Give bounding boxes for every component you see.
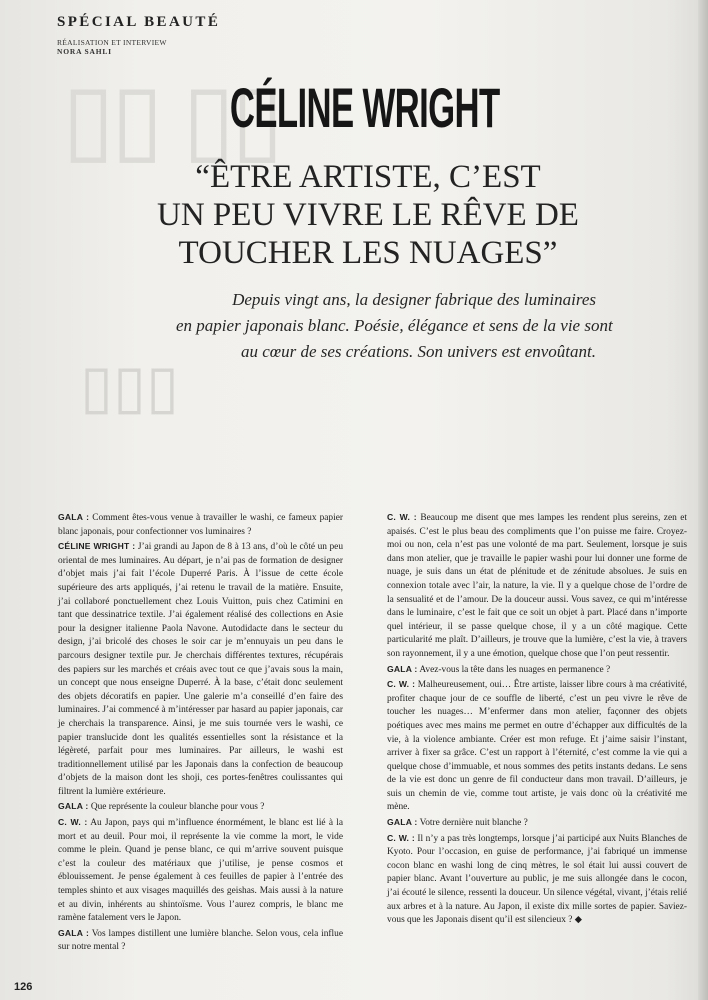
speaker-label: C. W. : xyxy=(387,679,416,690)
interviewee-name: CÉLINE WRIGHT xyxy=(229,76,500,139)
standfirst xyxy=(176,287,613,365)
credit-role: RÉALISATION ET INTERVIEW xyxy=(57,38,167,47)
standfirst-line: en papier japonais blanc. Poésie, élégance et sens de la vie sont xyxy=(176,316,613,335)
question xyxy=(387,663,687,678)
speaker-label: C. W. : xyxy=(387,832,415,843)
answer-text: Malheureusement, oui… Être artiste, laisser libre cours à ma créativité, profiter chaque jour de ce souffle de liberté, c’est un peu vivre le rêve de toucher les nuages… M’enfermer dans mon atelier, façonner des objets poétiques avec mes mains me permet en outre d’échapper aux difficultés de la vie, à la violence ambiante. Créer est mon refuge. Et j’aime saisir l’instant, arriver à fixer sa grâce. C’est un rapport à l’éternité, c’est comme la vie qui a quelque chose d’immuable, et nous sommes des petits instants dedans. Le sens de la vie est donc un genre de fil conducteur dans mon travail. D’ailleurs, je suis un chemin de vie, comme tout artiste, je vais donc où la créativité me mène. xyxy=(387,680,688,813)
answer xyxy=(387,511,687,662)
speaker-label: C. W. : xyxy=(58,817,88,828)
question xyxy=(58,927,343,955)
answer-text: J’ai grandi au Japon de 8 à 13 ans, d’où le côté un peu oriental de mes luminaires. Au départ, je n’ai pas de formation de designer d’objet mais j’ai fait l’école Duperré Paris. À l’issue de cette école supérieure des arts appliqués, j’ai retenu le travail de la matière. Ensuite, j’ai collaboré ponctuellement chez Louis Vuitton, puis chez Catimini en tant que dessinatrice textile. J’ai également réalisé des collections en Asie pour la designer italienne Paola Navone. Autodidacte dans le secteur du design, j’ai bricolé des choses le soir car je m’ennuyais un peu dans le parcours designer textile pur. Je cherchais différentes textures, récupérais des papiers sur les marchés et créais avec tout ce que j’avais sous la main, un concept que nous enseigne Duperré. À la base, c’était donc seulement des objets décoratifs en papier. Une galerie m’a conseillé d’en faire des luminaires. J’ai commencé à m’intéresser par hasard au papier japonais, car je cherchais la transparence. Ainsi, je me suis tournée vers le washi, ce papier translucide dont les qualités essentielles sont la résistance et la légèreté, parfait pour mes luminaires. Par ailleurs, le washi est traditionnellement utilisé par les Japonais dans la confection de beaucoup d’objets de la maison dont les shoji, ces portes-fenêtres coulissantes qui filtrent la lumière extérieure. xyxy=(58,542,344,797)
headline-line: TOUCHER LES NUAGES” xyxy=(178,235,558,271)
answer-text: Beaucoup me disent que mes lampes les rendent plus sereins, zen et apaisés. C’est le plus beau des compliments que l’on puisse me faire. Croyez-moi ou non, cela n’est pas une volonté de ma part. Seulement, lorsque je suis dans mon atelier, que je travaille le papier washi pour lui donner une forme de nuage, je suis dans un état de plénitude et de zénitude absolues. Je suis en connexion totale avec l’air, la nature, la vie. Il y a quelque chose de l’ordre de la sensualité et de l’amour. De la douceur aussi. Vous savez, ce qui m’intéresse dans le luminaire, c’est le fait que ce soit un objet à part. Placé dans n’importe quel intérieur, il se passe quelque chose, il y a un côté magique. Cette particularité me plaît. D’ailleurs, je trouve que la lumière, c’est la vie, à travers son rayonnement, il y a une émotion, quelque chose que l’on peut ressentir. xyxy=(387,513,688,659)
credit-name: NORA SAHLI xyxy=(57,47,112,56)
answer xyxy=(387,678,687,815)
interview-column-right xyxy=(387,511,687,929)
answer xyxy=(58,816,343,926)
page-number: 126 xyxy=(14,981,33,993)
question-text: Comment êtes-vous venue à travailler le washi, ce fameux papier blanc japonais, pour confectionner vos luminaires ? xyxy=(58,513,343,537)
headline-quote xyxy=(118,158,618,272)
speaker-label: CÉLINE WRIGHT : xyxy=(58,541,136,552)
credit-block xyxy=(57,38,167,56)
answer-text: Au Japon, pays qui m’influence énormément, le blanc est lié à la mort et au deuil. Pour moi, il représente la vie comme la mort, le vide comme le plein. Quand je pense blanc, ce qui m’arrive souvent puisque c’est la couleur des matériaux que j’utilise, je pense cosmos et éblouissement. Je pense également à ces feuilles de papier à l’entrée des temples shinto et aux visages maquillés des geishas. Mais aussi à la nature et au divin, inhérents au shintoïsme. Vous l’aurez compris, le blanc me ramène fatalement vers le Japon. xyxy=(58,818,344,924)
speaker-label: GALA : xyxy=(58,801,89,812)
question xyxy=(387,816,687,831)
headline-line: UN PEU VIVRE LE RÊVE DE xyxy=(157,197,579,233)
question-text: Que représente la couleur blanche pour vous ? xyxy=(90,802,265,813)
standfirst-line: au cœur de ses créations. Son univers est envoûtant. xyxy=(240,342,596,361)
question xyxy=(58,800,343,815)
standfirst-line: Depuis vingt ans, la designer fabrique des luminaires xyxy=(232,290,596,309)
speaker-label: GALA : xyxy=(387,817,418,828)
answer xyxy=(387,832,687,928)
section-title: SPÉCIAL BEAUTÉ xyxy=(57,14,221,30)
question-text: Avez-vous la tête dans les nuages en permanence ? xyxy=(419,664,611,675)
show-through-letters: ▯▯ ▯▯ xyxy=(62,65,280,172)
speaker-label: C. W. : xyxy=(387,512,417,522)
page-edge-shadow xyxy=(698,0,708,1000)
show-through-number: ▯▯▯ xyxy=(80,353,180,420)
answer xyxy=(58,540,343,799)
question-text: Vos lampes distillent une lumière blanche. Selon vous, cela influe sur notre mental ? xyxy=(58,928,343,953)
headline-line: “ÊTRE ARTISTE, C’EST xyxy=(195,159,541,195)
answer-text: Il n’y a pas très longtemps, lorsque j’ai participé aux Nuits Blanches de Kyoto. Pour l’occasion, en guise de performance, j’ai fabriqué un immense cocon blanc en washi long de cinq mètres, le sol était lui aussi couvert de papier blanc. Avant l’ouverture au public, je me suis allongée dans le cocon, j’ai écouté le silence, ressenti la douceur. Un silence végétal, vivant, j’étais relié aux arbres et à la nature. Au Japon, il existe dix mille sortes de papier. Saviez-vous que les Japonais disent qu’il est silencieux ? xyxy=(387,833,687,926)
speaker-label: GALA : xyxy=(58,512,90,522)
question-text: Votre dernière nuit blanche ? xyxy=(419,818,528,829)
speaker-label: GALA : xyxy=(58,927,90,938)
end-mark-icon: ◆ xyxy=(574,915,582,926)
interview-column-left xyxy=(58,511,343,956)
speaker-label: GALA : xyxy=(387,663,418,674)
question xyxy=(58,511,343,539)
